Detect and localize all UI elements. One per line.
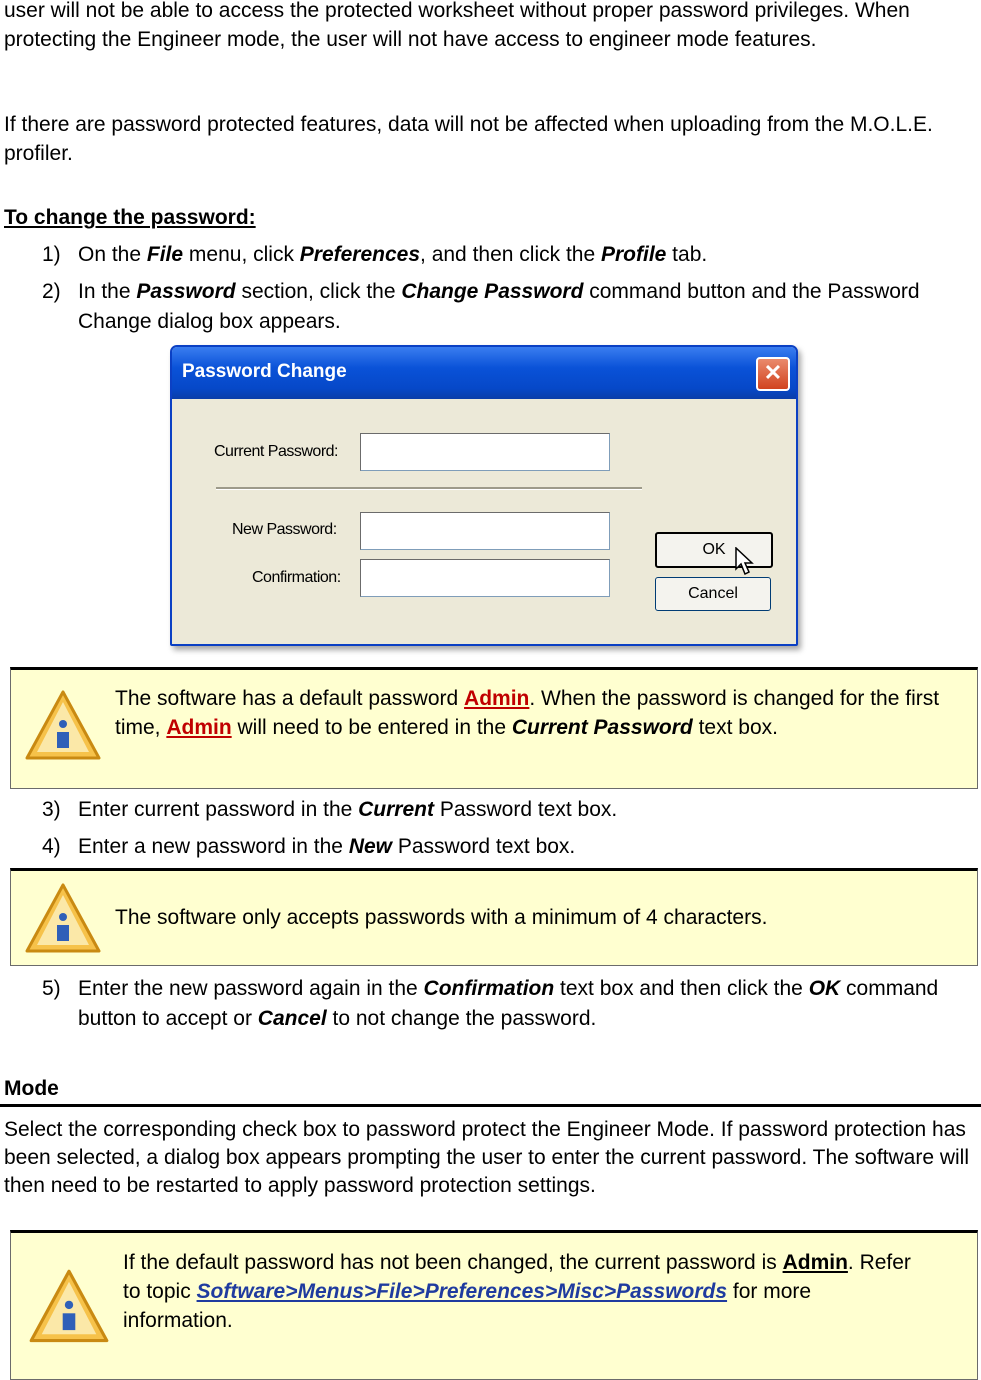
passwords-topic-link[interactable]: Software>Menus>File>Preferences>Misc>Passwords xyxy=(196,1280,728,1303)
dialog-title: Password Change xyxy=(182,361,347,382)
note-text: The software only accepts passwords with a minimum of 4 characters. xyxy=(115,906,768,929)
confirmation-field[interactable] xyxy=(360,559,610,597)
mouse-cursor-icon xyxy=(734,547,756,577)
info-icon xyxy=(23,688,103,764)
step-text: In the Password section, click the Change Password command button and the Password Change dialog box appears. xyxy=(78,280,920,333)
mode-paragraph: Select the corresponding check box to password protect the Engineer Mode. If password protection has been selected, a dialog box appears prompting the user to enter the current password. The software will then need to be restarted to apply password protection settings. xyxy=(4,1118,969,1197)
step-number: 4) xyxy=(42,835,61,858)
new-password-field[interactable] xyxy=(360,512,610,550)
current-password-field[interactable] xyxy=(360,433,610,471)
step-text: On the File menu, click Preferences, and then click the Profile tab. xyxy=(78,243,708,266)
dialog-separator xyxy=(216,487,642,490)
admin-link[interactable]: Admin xyxy=(464,687,530,710)
info-icon xyxy=(23,881,103,957)
intro-paragraph-2: If there are password protected features, data will not be affected when uploading from the M.O.L.E. profiler. xyxy=(4,113,933,165)
confirmation-label: Confirmation: xyxy=(252,569,341,586)
intro-paragraph-1: user will not be able to access the protected worksheet without proper password privileges. When protecting the Engineer mode, the user will not have access to engineer mode features. xyxy=(4,0,910,51)
note-box-default-password xyxy=(10,667,978,789)
step-text: Enter the new password again in the Confirmation text box and then click the OK command button to accept or Cancel to not change the password. xyxy=(78,977,939,1030)
new-password-label: New Password: xyxy=(232,521,337,538)
section-heading-change-password: To change the password: xyxy=(4,206,256,229)
step-text: Enter current password in the Current Password text box. xyxy=(78,798,618,821)
mode-heading-rule xyxy=(0,1104,981,1107)
step-text: Enter a new password in the New Password text box. xyxy=(78,835,576,858)
admin-link[interactable]: Admin xyxy=(782,1251,848,1274)
ok-button[interactable]: OK xyxy=(655,532,773,568)
admin-link[interactable]: Admin xyxy=(166,716,232,739)
step-number: 2) xyxy=(42,280,61,303)
note-box-min-length xyxy=(10,868,978,966)
info-icon xyxy=(27,1267,111,1347)
cancel-button[interactable]: Cancel xyxy=(655,577,771,611)
step-number: 5) xyxy=(42,977,61,1000)
mode-heading: Mode xyxy=(4,1077,59,1100)
step-number: 3) xyxy=(42,798,61,821)
note-text: The software has a default password Admin. When the password is changed for the first time, Admin will need to be entered in the Current Password text box. xyxy=(115,687,940,739)
note-box-default-admin xyxy=(10,1230,978,1380)
close-icon[interactable]: ✕ xyxy=(756,357,790,391)
current-password-label: Current Password: xyxy=(214,443,338,460)
dialog-titlebar xyxy=(172,347,796,399)
step-number: 1) xyxy=(42,243,61,266)
note-text: If the default password has not been changed, the current password is Admin. Refer to topic Software>Menus>File>Preferences>Misc>Passwords for more information. xyxy=(123,1251,911,1332)
password-change-dialog xyxy=(170,345,798,646)
